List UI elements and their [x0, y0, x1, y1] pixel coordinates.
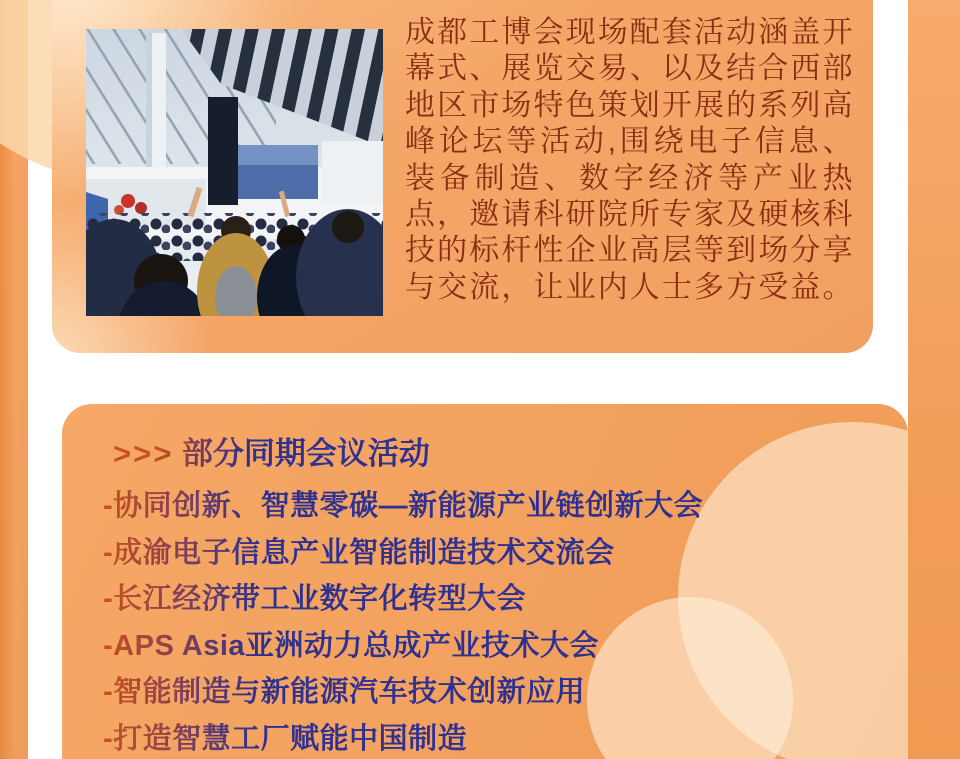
right-orange-rail	[908, 0, 960, 759]
description-line: 点，邀请科研院所专家及硬核科	[405, 198, 853, 232]
event-intro-card	[52, 0, 873, 353]
description-line: 幕式、展览交易、以及结合西部	[405, 52, 853, 86]
description-line: 装备制造、数字经济等产业热	[405, 161, 853, 195]
description-line: 技的标杆性企业高层等到场分享	[405, 234, 853, 268]
description-line: 与交流，让业内人士多方受益。	[405, 270, 853, 304]
conference-list-item: -协同创新、智慧零碳—新能源产业链创新大会	[103, 483, 878, 530]
conference-list-item: -成渝电子信息产业智能制造技术交流会	[103, 530, 878, 577]
description-line: 峰论坛等活动,围绕电子信息、	[405, 125, 853, 159]
event-description	[405, 15, 853, 306]
triple-chevron-icon: >>>	[113, 436, 174, 471]
conference-list-item: -APS Asia亚洲动力总成产业技术大会	[103, 623, 878, 670]
conference-list	[103, 483, 878, 759]
description-line: 成都工博会现场配套活动涵盖开	[405, 16, 853, 49]
description-line: 地区市场特色策划开展的系列高	[405, 88, 853, 122]
section-heading	[113, 434, 430, 474]
concurrent-conferences-card	[62, 404, 908, 759]
section-heading-label: 部分同期会议活动	[173, 436, 430, 471]
conference-list-item: -打造智慧工厂赋能中国制造	[103, 716, 878, 759]
conference-list-item: -智能制造与新能源汽车技术创新应用	[103, 669, 878, 716]
event-photo	[86, 29, 383, 316]
conference-list-item: -长江经济带工业数字化转型大会	[103, 576, 878, 623]
